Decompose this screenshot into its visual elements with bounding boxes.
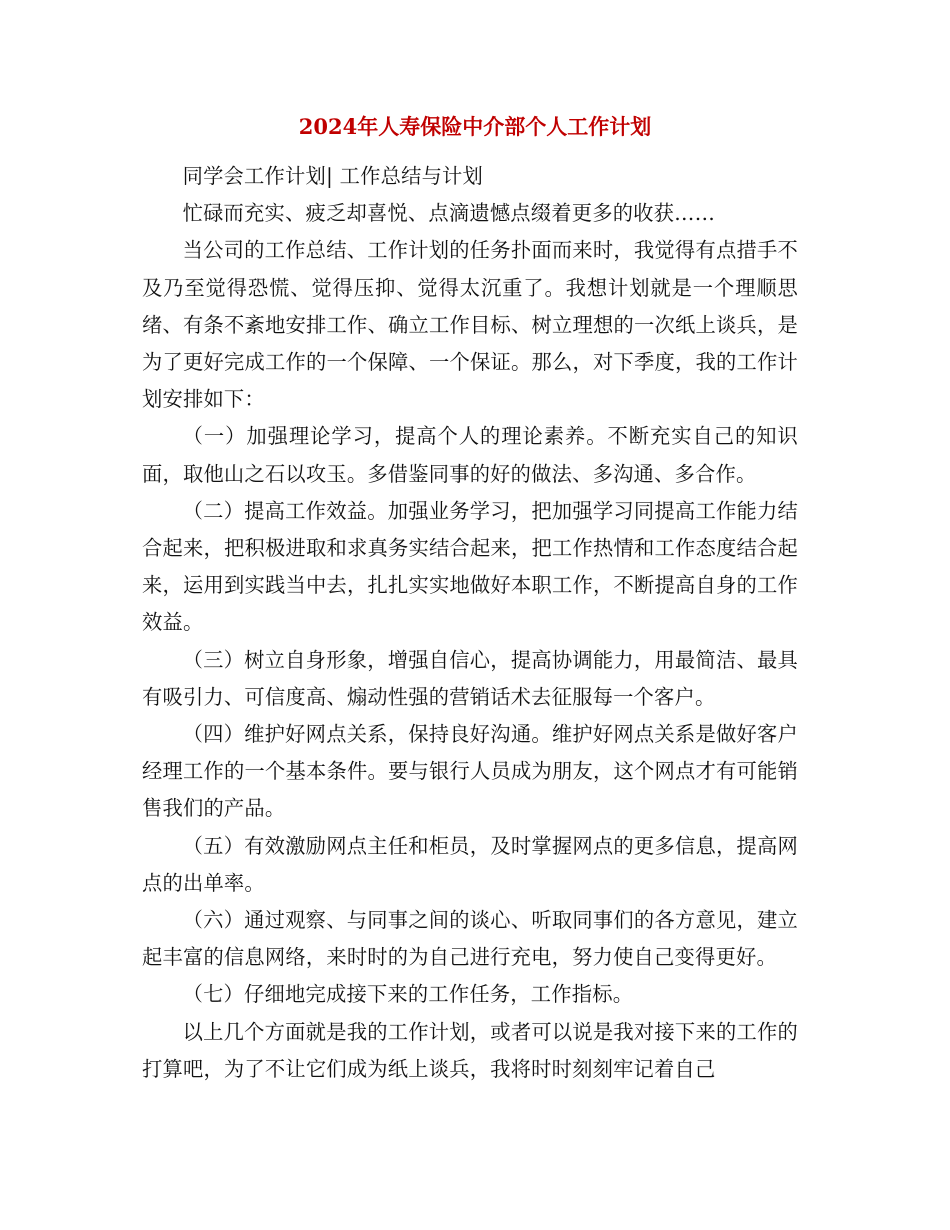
paragraph-conclusion: 以上几个方面就是我的工作计划，或者可以说是我对接下来的工作的打算吧，为了不让它们成为纸上谈兵，我将时时刻刻牢记着自己 <box>142 1019 798 1081</box>
paragraph-item-4: （四）维护好网点关系，保持良好沟通。维护好网点关系是做好客户经理工作的一个基本条件。要与银行人员成为朋友，这个网点才有可能销售我们的产品。 <box>142 722 798 821</box>
paragraph-subtitle: 同学会工作计划| 工作总结与计划 <box>182 164 484 188</box>
paragraph-intro: 忙碌而充实、疲乏却喜悦、点滴遗憾点缀着更多的收获…… <box>182 201 716 226</box>
paragraph-item-5: （五）有效激励网点主任和柜员，及时掌握网点的更多信息，提高网点的出单率。 <box>142 833 798 895</box>
paragraph-item-1: （一）加强理论学习，提高个人的理论素养。不断充实自己的知识面，取他山之石以攻玉。多借鉴同事的好的做法、多沟通、多合作。 <box>142 424 798 486</box>
document-title: 2024年人寿保险中介部个人工作计划 <box>298 114 652 139</box>
paragraph-item-6: （六）通过观察、与同事之间的谈心、听取同事们的各方意见，建立起丰富的信息网络，来时时的为自己进行充电，努力使自己变得更好。 <box>142 908 798 970</box>
paragraph-context: 当公司的工作总结、工作计划的任务扑面而来时，我觉得有点措手不及乃至觉得恐慌、觉得压抑、觉得太沉重了。我想计划就是一个理顺思绪、有条不紊地安排工作、确立工作目标、树立理想的一次纸上谈兵，是为了更好完成工作的一个保障、一个保证。那么，对下季度，我的工作计划安排如下： <box>142 238 798 412</box>
paragraph-item-3: （三）树立自身形象，增强自信心，提高协调能力，用最简洁、最具有吸引力、可信度高、煽动性强的营销话术去征服每一个客户。 <box>142 647 798 709</box>
paragraph-item-2: （二）提高工作效益。加强业务学习，把加强学习同提高工作能力结合起来，把积极进取和求真务实结合起来，把工作热情和工作态度结合起来，运用到实践当中去，扎扎实实地做好本职工作，不断提高自身的工作效益。 <box>142 498 798 635</box>
paragraph-item-7: （七）仔细地完成接下来的工作任务，工作指标。 <box>182 982 634 1007</box>
document-body <box>142 158 798 1088</box>
